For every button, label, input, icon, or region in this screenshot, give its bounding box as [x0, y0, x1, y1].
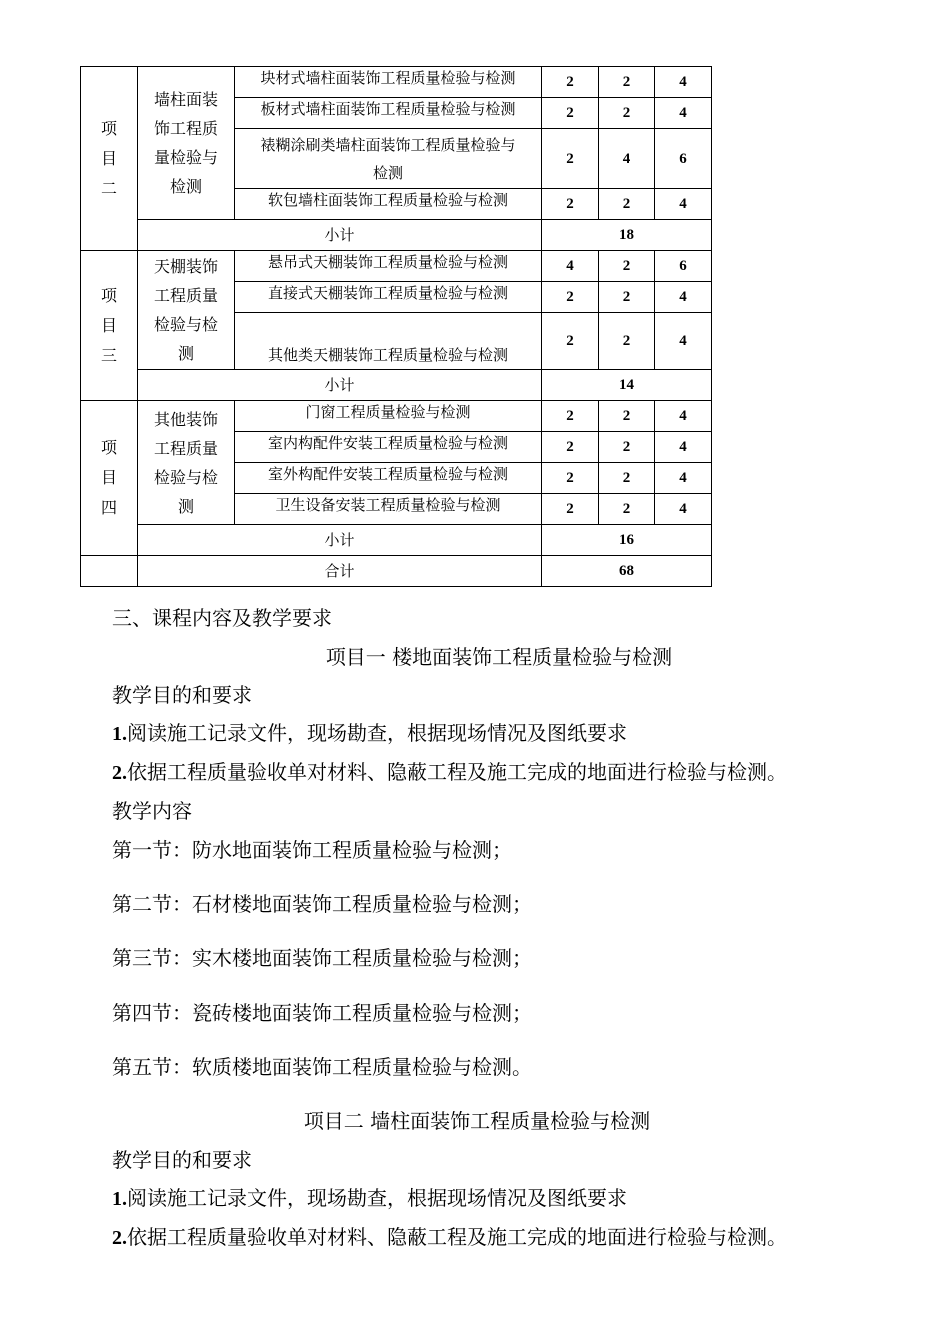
- course-hours-table: [80, 66, 712, 587]
- project2-requirement-2: 2.依据工程质量验收单对材料、隐蔽工程及施工完成的地面进行检验与检测。: [112, 1225, 787, 1249]
- hours-cell: 4: [655, 189, 712, 220]
- hours-cell: 2: [599, 282, 655, 313]
- subtotal-row: [81, 525, 712, 556]
- item-cell: 直接式天棚装饰工程质量检验与检测: [235, 282, 542, 313]
- project2-requirement-1: 1.阅读施工记录文件，现场勘查，根据现场情况及图纸要求: [112, 1186, 627, 1210]
- subtotal-row: [81, 370, 712, 401]
- subtotal-value: 16: [542, 525, 712, 556]
- project1-goal-heading: 教学目的和要求: [112, 683, 252, 707]
- total-label: 合计: [138, 556, 542, 587]
- project1-content-heading: 教学内容: [112, 799, 192, 823]
- table-row: [81, 251, 712, 282]
- item-cell: 块材式墙柱面装饰工程质量检验与检测: [235, 67, 542, 98]
- hours-cell: 2: [599, 251, 655, 282]
- hours-cell: 4: [655, 401, 712, 432]
- hours-cell: 2: [542, 494, 599, 525]
- category-cell: 墙柱面装 饰工程质 量检验与 检测: [138, 67, 235, 220]
- project1-title: 项目一 楼地面装饰工程质量检验与检测: [325, 645, 673, 669]
- table-row: [81, 401, 712, 432]
- hours-cell: 4: [655, 494, 712, 525]
- project-cell: 项 目 二: [81, 67, 138, 251]
- project1-requirement-1: 1.阅读施工记录文件，现场勘查，根据现场情况及图纸要求: [112, 721, 627, 745]
- subtotal-value: 14: [542, 370, 712, 401]
- item-cell: 裱糊涂刷类墙柱面装饰工程质量检验与 检测: [235, 129, 542, 189]
- hours-cell: 4: [655, 67, 712, 98]
- total-value: 68: [542, 556, 712, 587]
- subtotal-row: [81, 220, 712, 251]
- hours-cell: 4: [655, 313, 712, 370]
- item-cell: 其他类天棚装饰工程质量检验与检测: [235, 313, 542, 370]
- subtotal-label: 小计: [138, 370, 542, 401]
- hours-cell: 2: [599, 189, 655, 220]
- hours-cell: 2: [599, 98, 655, 129]
- item-cell: 板材式墙柱面装饰工程质量检验与检测: [235, 98, 542, 129]
- hours-cell: 4: [542, 251, 599, 282]
- hours-cell: 6: [655, 129, 712, 189]
- subtotal-label: 小计: [138, 525, 542, 556]
- section-item: 第四节：瓷砖楼地面装饰工程质量检验与检测；: [112, 1001, 532, 1025]
- section-item: 第二节：石材楼地面装饰工程质量检验与检测；: [112, 892, 532, 916]
- item-cell: 软包墙柱面装饰工程质量检验与检测: [235, 189, 542, 220]
- hours-cell: 4: [655, 98, 712, 129]
- project1-requirement-2: 2.依据工程质量验收单对材料、隐蔽工程及施工完成的地面进行检验与检测。: [112, 760, 787, 784]
- item-cell: 悬吊式天棚装饰工程质量检验与检测: [235, 251, 542, 282]
- item-cell: 室内构配件安装工程质量检验与检测: [235, 432, 542, 463]
- item-cell: 室外构配件安装工程质量检验与检测: [235, 463, 542, 494]
- project2-title: 项目二 墙柱面装饰工程质量检验与检测: [303, 1109, 651, 1133]
- hours-cell: 2: [542, 98, 599, 129]
- hours-cell: 2: [542, 463, 599, 494]
- hours-cell: 2: [599, 401, 655, 432]
- category-cell: 其他装饰 工程质量 检验与检 测: [138, 401, 235, 525]
- item-cell: 卫生设备安装工程质量检验与检测: [235, 494, 542, 525]
- hours-cell: 2: [599, 67, 655, 98]
- project2-goal-heading: 教学目的和要求: [112, 1148, 252, 1172]
- total-row: [81, 556, 712, 587]
- hours-cell: 4: [655, 463, 712, 494]
- hours-cell: 2: [542, 401, 599, 432]
- hours-cell: 2: [599, 463, 655, 494]
- hours-cell: 6: [655, 251, 712, 282]
- hours-cell: 2: [542, 129, 599, 189]
- section-item: 第五节：软质楼地面装饰工程质量检验与检测。: [112, 1055, 532, 1079]
- hours-cell: 4: [655, 432, 712, 463]
- hours-cell: 2: [599, 313, 655, 370]
- hours-cell: 4: [599, 129, 655, 189]
- hours-cell: 2: [542, 189, 599, 220]
- category-cell: 天棚装饰 工程质量 检验与检 测: [138, 251, 235, 370]
- empty-cell: [81, 556, 138, 587]
- hours-cell: 2: [542, 282, 599, 313]
- project-cell: 项 目 四: [81, 401, 138, 556]
- hours-cell: 4: [655, 282, 712, 313]
- subtotal-value: 18: [542, 220, 712, 251]
- hours-cell: 2: [542, 313, 599, 370]
- hours-cell: 2: [599, 432, 655, 463]
- hours-cell: 2: [542, 432, 599, 463]
- hours-cell: 2: [599, 494, 655, 525]
- table-row: [81, 67, 712, 98]
- hours-cell: 2: [542, 67, 599, 98]
- section-item: 第三节：实木楼地面装饰工程质量检验与检测；: [112, 946, 532, 970]
- subtotal-label: 小计: [138, 220, 542, 251]
- section-item: 第一节：防水地面装饰工程质量检验与检测；: [112, 838, 512, 862]
- section-heading: 三、课程内容及教学要求: [112, 606, 332, 630]
- project-cell: 项 目 三: [81, 251, 138, 401]
- item-cell: 门窗工程质量检验与检测: [235, 401, 542, 432]
